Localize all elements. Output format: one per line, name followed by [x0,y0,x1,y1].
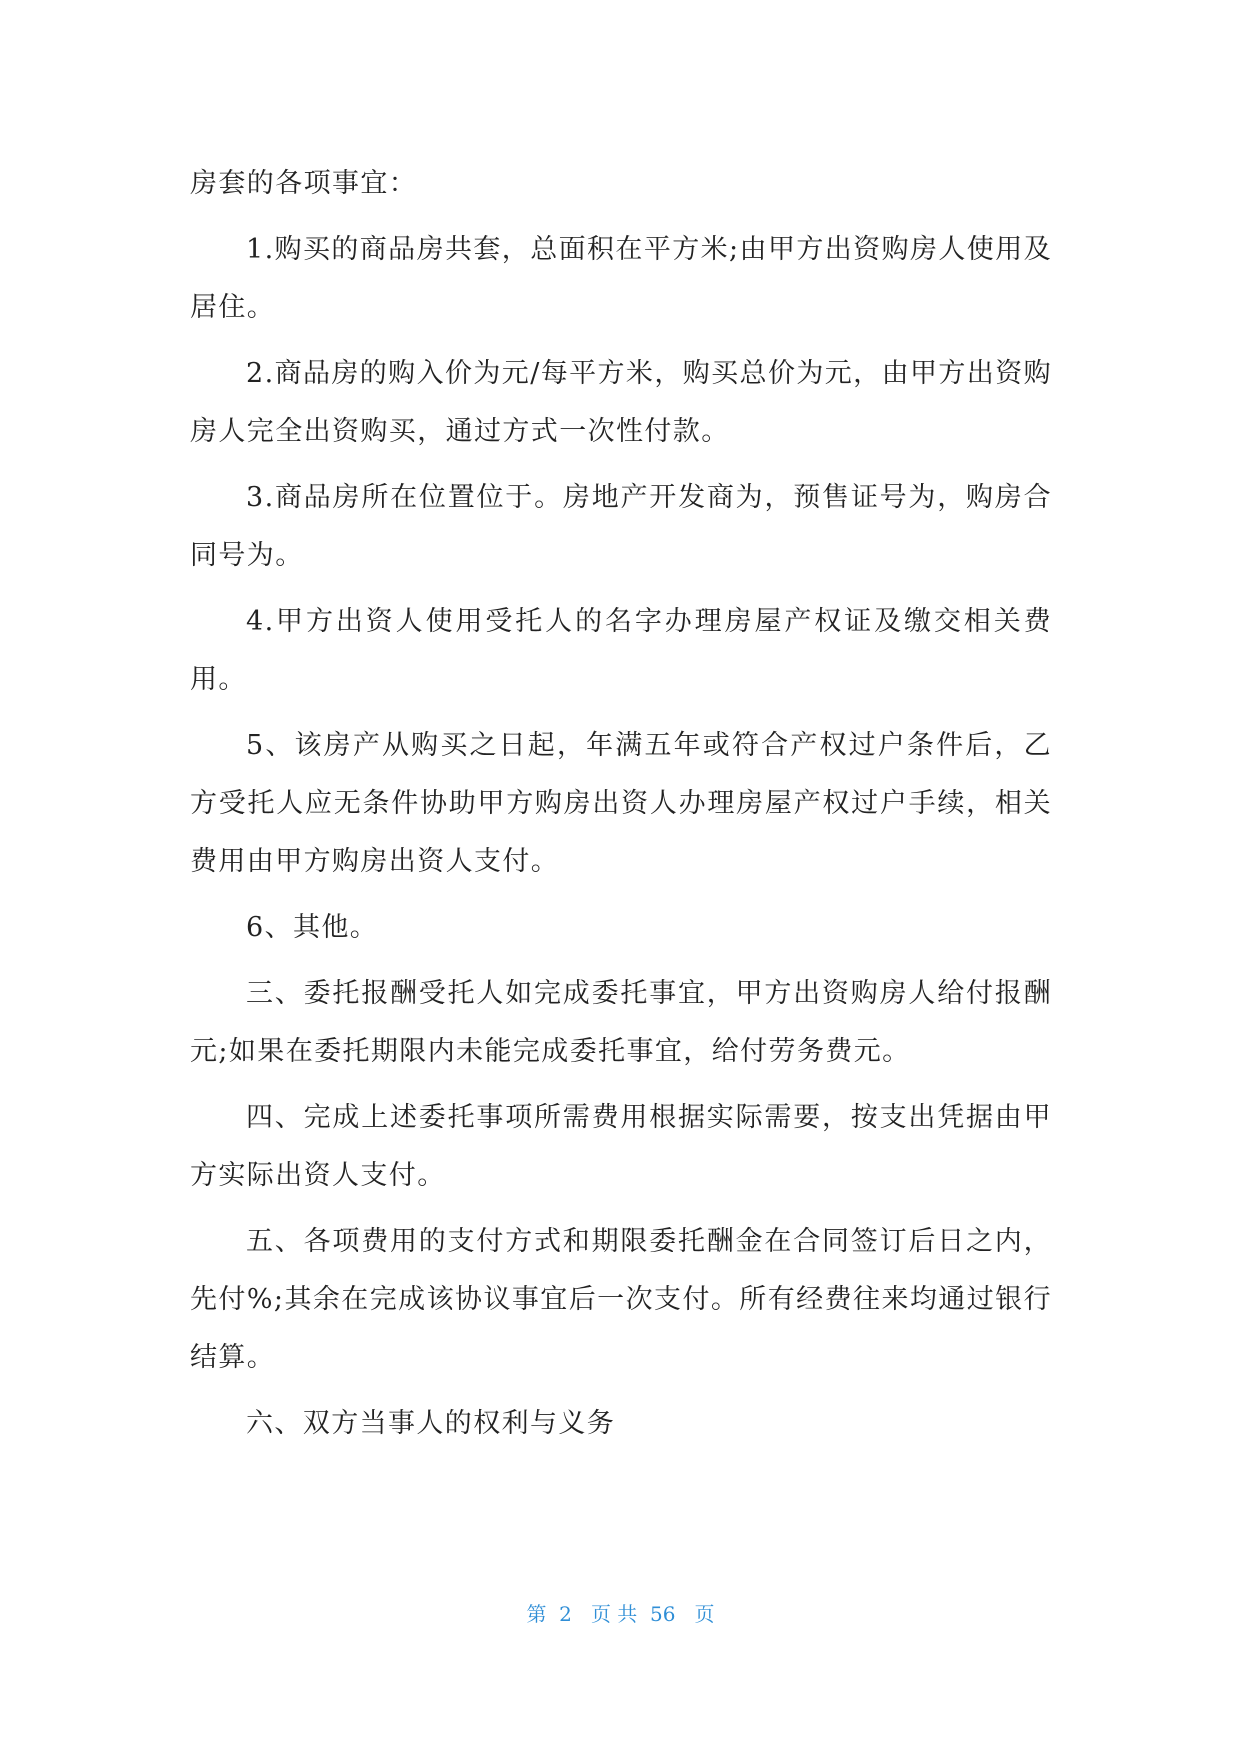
paragraph-intro: 房套的各项事宜： [190,168,418,199]
paragraph-section-3: 三、委托报酬受托人如完成委托事宜，甲方出资购房人给付报酬元;如果在委托期限内未能完成委托事宜，给付劳务费元。 [190,978,1052,1067]
page-number-footer: 第 2 页 共 56 页 [526,1602,715,1626]
paragraph-section-4: 四、完成上述委托事项所需费用根据实际需要，按支出凭据由甲方实际出资人支付。 [190,1102,1052,1191]
paragraph-item-3: 3.商品房所在位置位于。房地产开发商为，预售证号为，购房合同号为。 [190,482,1052,571]
paragraph-item-2: 2.商品房的购入价为元/每平方米，购买总价为元，由甲方出资购房人完全出资购买，通过方式一次性付款。 [190,358,1052,447]
paragraph-item-1: 1.购买的商品房共套，总面积在平方米;由甲方出资购房人使用及居住。 [190,234,1052,323]
paragraph-section-6: 六、双方当事人的权利与义务 [246,1408,616,1439]
paragraph-item-6: 6、其他。 [246,912,379,943]
document-body [190,155,1052,1461]
paragraph-item-4: 4.甲方出资人使用受托人的名字办理房屋产权证及缴交相关费用。 [190,606,1052,695]
paragraph-item-5: 5、该房产从购买之日起，年满五年或符合产权过户条件后，乙方受托人应无条件协助甲方购房出资人办理房屋产权过户手续，相关费用由甲方购房出资人支付。 [190,730,1052,877]
paragraph-section-5: 五、各项费用的支付方式和期限委托酬金在合同签订后日之内，先付%;其余在完成该协议事宜后一次支付。所有经费往来均通过银行结算。 [190,1226,1052,1373]
